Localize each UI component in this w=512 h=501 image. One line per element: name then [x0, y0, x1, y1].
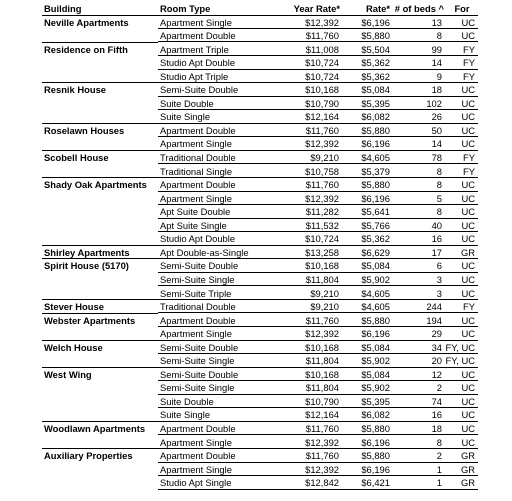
- cell-room-type: Traditional Double: [160, 152, 236, 163]
- cell-rate: $5,504: [361, 43, 390, 55]
- cell-building: [44, 70, 158, 84]
- cell-year-rate: $12,842: [305, 477, 339, 489]
- cell-room-type: Apt Suite Double: [160, 206, 231, 218]
- cell-num-beds: 2: [436, 382, 442, 394]
- cell-year-rate: $11,760: [305, 450, 339, 462]
- cell-for: UC: [461, 206, 475, 218]
- header-building: Building: [44, 3, 82, 14]
- cell-for: UC: [461, 436, 475, 448]
- cell-year-rate: $11,760: [305, 423, 339, 434]
- cell-building: Shirley Apartments: [44, 246, 130, 258]
- cell-num-beds: 9: [436, 70, 442, 82]
- cell-rate: $6,196: [361, 16, 390, 28]
- cell-rate: $5,084: [361, 260, 390, 272]
- cell-rate: $5,880: [361, 423, 390, 434]
- cell-rate: $6,421: [361, 477, 390, 489]
- cell-rate: $4,605: [361, 152, 390, 163]
- cell-num-beds: 1: [436, 463, 442, 475]
- cell-year-rate: $10,724: [305, 70, 339, 82]
- cell-for: GR: [460, 246, 475, 258]
- cell-year-rate: $9,210: [310, 287, 339, 299]
- cell-for: UC: [461, 138, 475, 150]
- cell-year-rate: $10,790: [305, 97, 339, 109]
- cell-rate: $5,902: [361, 355, 390, 367]
- cell-for: FY: [463, 301, 475, 313]
- cell-num-beds: 3: [436, 287, 442, 299]
- cell-rate: $5,362: [361, 70, 390, 82]
- cell-room-type: Suite Double: [160, 97, 214, 109]
- cell-room-type: Traditional Single: [160, 165, 233, 177]
- building-rule: [42, 177, 158, 178]
- cell-num-beds: 20: [431, 355, 442, 367]
- cell-building: [44, 137, 158, 151]
- building-rule: [42, 367, 158, 368]
- cell-num-beds: 102: [426, 97, 442, 109]
- cell-room-type: Traditional Double: [160, 301, 236, 313]
- cell-room-type: Apartment Single: [160, 138, 232, 150]
- cell-num-beds: 14: [431, 138, 442, 150]
- header-rate: Rate*: [366, 3, 390, 14]
- cell-building: Woodlawn Apartments: [44, 423, 146, 434]
- cell-year-rate: $12,164: [305, 409, 339, 421]
- cell-building: [44, 56, 158, 70]
- cell-num-beds: 13: [431, 16, 442, 28]
- cell-num-beds: 16: [431, 233, 442, 245]
- cell-for: FY: [463, 70, 475, 82]
- cell-room-type: Apartment Single: [160, 192, 232, 204]
- cell-for: UC: [461, 179, 475, 191]
- cell-building: Auxiliary Properties: [44, 450, 133, 462]
- cell-num-beds: 12: [431, 368, 442, 380]
- cell-room-type: Suite Single: [160, 111, 211, 123]
- cell-for: UC: [461, 328, 475, 340]
- cell-num-beds: 74: [431, 395, 442, 407]
- cell-for: UC: [461, 273, 475, 285]
- cell-rate: $5,395: [361, 97, 390, 109]
- cell-building: [44, 97, 158, 111]
- cell-building: Scobell House: [44, 152, 109, 163]
- cell-year-rate: $12,392: [305, 16, 339, 28]
- cell-for: FY: [463, 57, 475, 69]
- cell-for: UC: [461, 97, 475, 109]
- cell-num-beds: 16: [431, 409, 442, 421]
- cell-room-type: Semi-Suite Double: [160, 260, 239, 272]
- cell-rate: $5,880: [361, 314, 390, 326]
- cell-building: [44, 232, 158, 246]
- cell-num-beds: 40: [431, 219, 442, 231]
- cell-for: UC: [461, 233, 475, 245]
- cell-building: Neville Apartments: [44, 16, 129, 28]
- cell-rate: $5,766: [361, 219, 390, 231]
- cell-num-beds: 8: [436, 30, 442, 42]
- cell-for: GR: [460, 450, 475, 462]
- cell-num-beds: 8: [436, 436, 442, 448]
- header-rule: [42, 15, 478, 16]
- cell-num-beds: 244: [426, 301, 442, 313]
- cell-for: FY, UC: [445, 341, 475, 353]
- cell-year-rate: $12,392: [305, 192, 339, 204]
- cell-for: UC: [461, 219, 475, 231]
- cell-for: UC: [461, 314, 475, 326]
- cell-year-rate: $12,392: [305, 328, 339, 340]
- cell-for: UC: [461, 192, 475, 204]
- cell-rate: $5,362: [361, 233, 390, 245]
- cell-building: [44, 273, 158, 287]
- building-rule: [42, 258, 158, 259]
- cell-room-type: Apartment Double: [160, 124, 236, 136]
- cell-rate: $5,880: [361, 179, 390, 191]
- cell-year-rate: $11,804: [305, 273, 339, 285]
- cell-num-beds: 8: [436, 206, 442, 218]
- cell-year-rate: $10,724: [305, 233, 339, 245]
- cell-building: [44, 287, 158, 301]
- cell-building: Webster Apartments: [44, 314, 136, 326]
- cell-building: Stever House: [44, 301, 104, 313]
- cell-room-type: Suite Double: [160, 395, 214, 407]
- cell-num-beds: 29: [431, 328, 442, 340]
- cell-year-rate: $10,724: [305, 57, 339, 69]
- cell-building: [44, 192, 158, 206]
- cell-room-type: Apartment Double: [160, 30, 236, 42]
- cell-year-rate: $10,168: [305, 260, 339, 272]
- cell-num-beds: 18: [431, 423, 442, 434]
- cell-room-type: Studio Apt Single: [160, 477, 232, 489]
- cell-room-type: Apartment Single: [160, 16, 232, 28]
- cell-room-type: Apartment Single: [160, 328, 232, 340]
- cell-year-rate: $11,008: [305, 43, 339, 55]
- cell-rate: $5,880: [361, 450, 390, 462]
- cell-room-type: Apt Suite Single: [160, 219, 227, 231]
- cell-room-type: Studio Apt Double: [160, 233, 236, 245]
- cell-building: [44, 354, 158, 368]
- cell-building: Residence on Fifth: [44, 43, 128, 55]
- cell-year-rate: $10,790: [305, 395, 339, 407]
- cell-building: [44, 463, 158, 477]
- cell-rate: $5,880: [361, 124, 390, 136]
- cell-rate: $6,082: [361, 409, 390, 421]
- cell-year-rate: $11,282: [305, 206, 339, 218]
- cell-room-type: Suite Single: [160, 409, 211, 421]
- cell-room-type: Apt Double-as-Single: [160, 246, 249, 258]
- cell-year-rate: $12,164: [305, 111, 339, 123]
- cell-building: [44, 436, 158, 450]
- cell-num-beds: 8: [436, 179, 442, 191]
- cell-for: UC: [461, 368, 475, 380]
- building-rule: [42, 82, 158, 83]
- cell-year-rate: $11,760: [305, 314, 339, 326]
- cell-rate: $6,196: [361, 328, 390, 340]
- cell-rate: $6,196: [361, 463, 390, 475]
- cell-building: Resnik House: [44, 84, 106, 96]
- cell-num-beds: 18: [431, 84, 442, 96]
- cell-room-type: Semi-Suite Triple: [160, 287, 232, 299]
- building-rule: [42, 150, 158, 151]
- cell-num-beds: 50: [431, 124, 442, 136]
- cell-for: UC: [461, 124, 475, 136]
- cell-for: FY: [463, 43, 475, 55]
- cell-room-type: Apartment Single: [160, 436, 232, 448]
- cell-building: Spirit House (5170): [44, 260, 129, 272]
- cell-for: UC: [461, 260, 475, 272]
- cell-for: UC: [461, 30, 475, 42]
- cell-building: [44, 165, 158, 179]
- cell-building: [44, 205, 158, 219]
- cell-room-type: Apartment Triple: [160, 43, 229, 55]
- cell-building: Shady Oak Apartments: [44, 179, 147, 191]
- cell-rate: $6,629: [361, 246, 390, 258]
- cell-for: GR: [460, 463, 475, 475]
- cell-building: Welch House: [44, 341, 103, 353]
- cell-room-type: Semi-Suite Single: [160, 273, 235, 285]
- cell-year-rate: $11,760: [305, 124, 339, 136]
- cell-rate: $5,395: [361, 395, 390, 407]
- cell-num-beds: 8: [436, 165, 442, 177]
- cell-year-rate: $12,392: [305, 463, 339, 475]
- cell-year-rate: $10,168: [305, 341, 339, 353]
- cell-year-rate: $11,804: [305, 382, 339, 394]
- cell-rate: $5,084: [361, 84, 390, 96]
- cell-for: UC: [461, 409, 475, 421]
- cell-year-rate: $10,758: [305, 165, 339, 177]
- header-for: For: [454, 3, 470, 14]
- cell-rate: $6,196: [361, 436, 390, 448]
- cell-rate: $5,362: [361, 57, 390, 69]
- cell-num-beds: 78: [431, 152, 442, 163]
- building-rule: [42, 448, 158, 449]
- cell-year-rate: $11,532: [305, 219, 339, 231]
- cell-room-type: Semi-Suite Single: [160, 355, 235, 367]
- cell-building: [44, 381, 158, 395]
- cell-rate: $5,084: [361, 341, 390, 353]
- cell-rate: $5,902: [361, 273, 390, 285]
- cell-room-type: Semi-Suite Single: [160, 382, 235, 394]
- cell-room-type: Semi-Suite Double: [160, 84, 239, 96]
- cell-year-rate: $9,210: [310, 152, 339, 163]
- cell-rate: $6,196: [361, 192, 390, 204]
- cell-building: [44, 219, 158, 233]
- cell-room-type: Apartment Double: [160, 423, 236, 434]
- cell-rate: $4,605: [361, 301, 390, 313]
- cell-num-beds: 99: [431, 43, 442, 55]
- cell-room-type: Apartment Double: [160, 450, 236, 462]
- cell-year-rate: $11,760: [305, 179, 339, 191]
- building-rule: [42, 245, 158, 246]
- cell-year-rate: $10,168: [305, 368, 339, 380]
- cell-building: [44, 476, 158, 490]
- cell-rate: $5,379: [361, 165, 390, 177]
- cell-building: [44, 408, 158, 422]
- cell-building: [44, 110, 158, 124]
- cell-num-beds: 5: [436, 192, 442, 204]
- cell-num-beds: 17: [431, 246, 442, 258]
- cell-num-beds: 2: [436, 450, 442, 462]
- cell-year-rate: $11,760: [305, 30, 339, 42]
- cell-for: UC: [461, 395, 475, 407]
- cell-year-rate: $10,168: [305, 84, 339, 96]
- building-rule: [42, 123, 158, 124]
- header-room-type: Room Type: [160, 3, 211, 14]
- building-rule: [42, 299, 158, 300]
- cell-room-type: Studio Apt Double: [160, 57, 236, 69]
- cell-room-type: Apartment Double: [160, 314, 236, 326]
- cell-for: UC: [461, 111, 475, 123]
- cell-rate: $5,084: [361, 368, 390, 380]
- cell-rate: $5,641: [361, 206, 390, 218]
- cell-for: UC: [461, 382, 475, 394]
- cell-year-rate: $12,392: [305, 138, 339, 150]
- cell-num-beds: 14: [431, 57, 442, 69]
- cell-room-type: Apartment Double: [160, 179, 236, 191]
- cell-for: UC: [461, 287, 475, 299]
- cell-building: West Wing: [44, 368, 92, 380]
- cell-for: UC: [461, 16, 475, 28]
- cell-for: FY: [463, 165, 475, 177]
- cell-for: UC: [461, 423, 475, 434]
- cell-room-type: Semi-Suite Double: [160, 341, 239, 353]
- cell-building: [44, 395, 158, 409]
- cell-rate: $4,605: [361, 287, 390, 299]
- cell-rate: $6,082: [361, 111, 390, 123]
- cell-for: UC: [461, 84, 475, 96]
- cell-building: [44, 29, 158, 43]
- header-year-rate: Year Rate*: [293, 3, 340, 14]
- cell-num-beds: 3: [436, 273, 442, 285]
- cell-num-beds: 6: [436, 260, 442, 272]
- building-rule: [42, 42, 158, 43]
- cell-year-rate: $9,210: [310, 301, 339, 313]
- cell-year-rate: $11,804: [305, 355, 339, 367]
- cell-room-type: Semi-Suite Double: [160, 368, 239, 380]
- cell-num-beds: 1: [436, 477, 442, 489]
- building-rule: [42, 340, 158, 341]
- cell-num-beds: 34: [431, 341, 442, 353]
- building-rule: [42, 313, 158, 314]
- cell-num-beds: 194: [426, 314, 442, 326]
- cell-rate: $5,880: [361, 30, 390, 42]
- row-rule: [158, 489, 478, 490]
- cell-room-type: Studio Apt Triple: [160, 70, 229, 82]
- cell-for: FY, UC: [445, 355, 475, 367]
- cell-year-rate: $13,258: [305, 246, 339, 258]
- cell-rate: $6,196: [361, 138, 390, 150]
- cell-rate: $5,902: [361, 382, 390, 394]
- cell-num-beds: 26: [431, 111, 442, 123]
- cell-building: [44, 327, 158, 341]
- header-num-beds: # of beds ^: [394, 3, 444, 14]
- cell-year-rate: $12,392: [305, 436, 339, 448]
- building-rule: [42, 421, 158, 422]
- cell-for: FY: [463, 152, 475, 163]
- cell-building: Roselawn Houses: [44, 124, 125, 136]
- cell-room-type: Apartment Single: [160, 463, 232, 475]
- cell-for: GR: [460, 477, 475, 489]
